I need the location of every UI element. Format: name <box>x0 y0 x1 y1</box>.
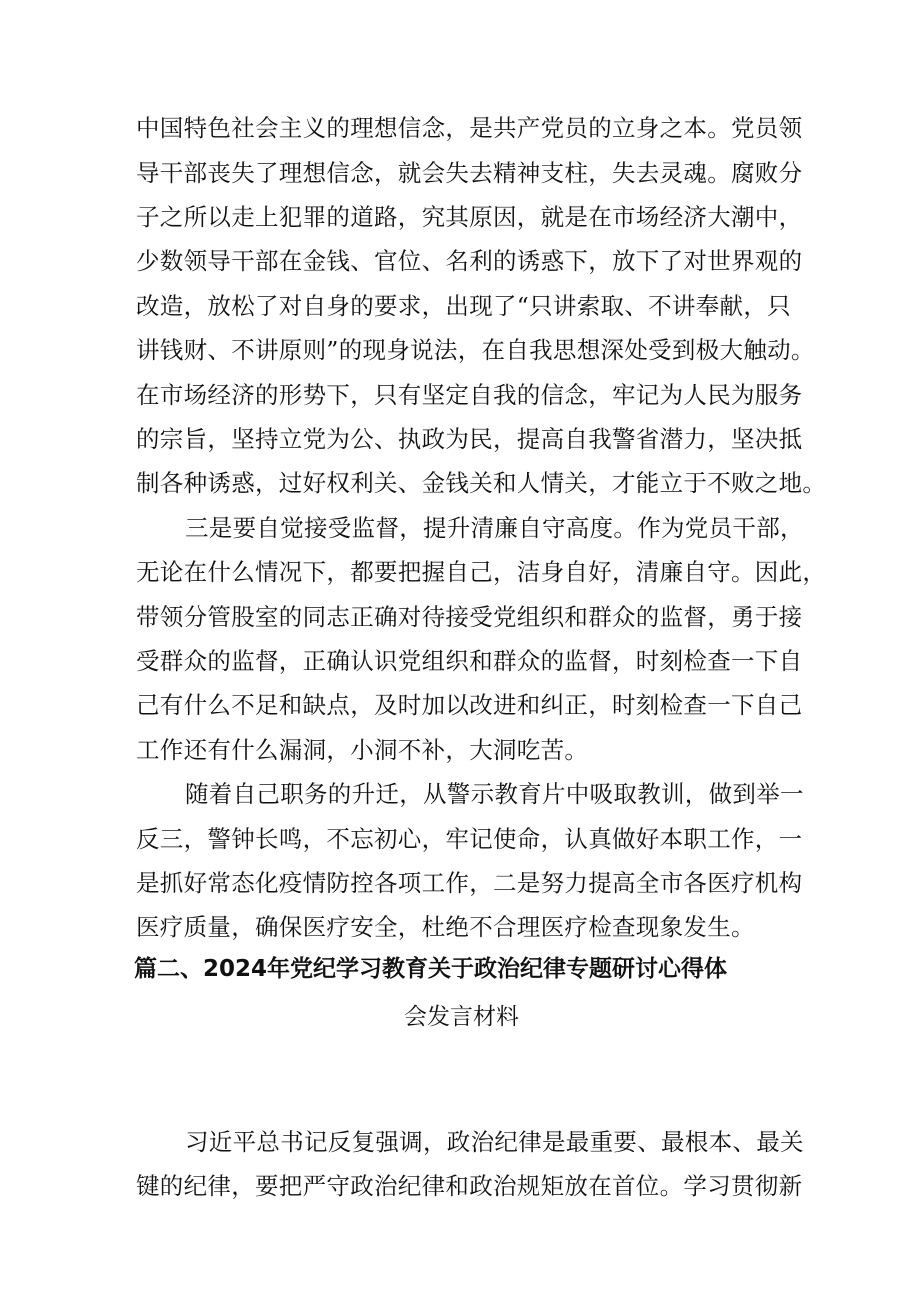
paragraph-line: 子之所以走上犯罪的道路，究其原因，就是在市场经济大潮中， <box>136 203 803 231</box>
paragraph-line: 工作还有什么漏洞，小洞不补，大洞吃苦。 <box>136 736 589 764</box>
paragraph-line: 己有什么不足和缺点，及时加以改进和纠正，时刻检查一下自己 <box>136 691 803 719</box>
paragraph-line: 少数领导干部在金钱、官位、名利的诱惑下，放下了对世界观的 <box>136 247 803 275</box>
paragraph-line: 键的纪律，要把严守政治纪律和政治规矩放在首位。学习贯彻新 <box>136 1172 803 1200</box>
paragraph-line: 在市场经济的形势下，只有坚定自我的信念，牢记为人民为服务 <box>136 381 803 409</box>
paragraph-line: 反三，警钟长鸣，不忘初心，牢记使命，认真做好本职工作，一 <box>136 825 803 853</box>
paragraph-line: 带领分管股室的同志正确对待接受党组织和群众的监督，勇于接 <box>136 603 803 631</box>
paragraph-line: 讲钱财、不讲原则”的现身说法，在自我思想深处受到极大触动。 <box>136 336 815 364</box>
paragraph-line: 医疗质量，确保医疗安全，杜绝不合理医疗检查现象发生。 <box>136 913 755 941</box>
paragraph-line: 的宗旨，坚持立党为公、执政为民，提高自我警省潜力，坚决抵 <box>136 425 803 453</box>
paragraph-line: 无论在什么情况下，都要把握自己，洁身自好，清廉自守。因此， <box>136 558 827 586</box>
paragraph-line: 习近平总书记反复强调，政治纪律是最重要、最根本、最关 <box>185 1128 804 1156</box>
paragraph-line: 改造，放松了对自身的要求，出现了“只讲索取、不讲奉献，只 <box>136 292 791 320</box>
paragraph-line: 是抓好常态化疫情防控各项工作，二是努力提高全市各医疗机构 <box>136 869 803 897</box>
section-title-continued: 会发言材料 <box>404 1004 519 1030</box>
paragraph-line: 受群众的监督，正确认识党组织和群众的监督，时刻检查一下自 <box>136 647 803 675</box>
section-title: 篇二、2024年党纪学习教育关于政治纪律专题研讨心得体 <box>134 956 728 982</box>
paragraph-line: 随着自己职务的升迁，从警示教育片中吸取教训，做到举一 <box>185 780 804 808</box>
paragraph-line: 三是要自觉接受监督，提升清廉自守高度。作为党员干部， <box>185 514 804 542</box>
paragraph-line: 导干部丧失了理想信念，就会失去精神支柱，失去灵魂。腐败分 <box>136 159 803 187</box>
paragraph-line: 中国特色社会主义的理想信念，是共产党员的立身之本。党员领 <box>136 114 803 142</box>
paragraph-line: 制各种诱惑，过好权利关、金钱关和人情关，才能立于不败之地。 <box>136 469 827 497</box>
